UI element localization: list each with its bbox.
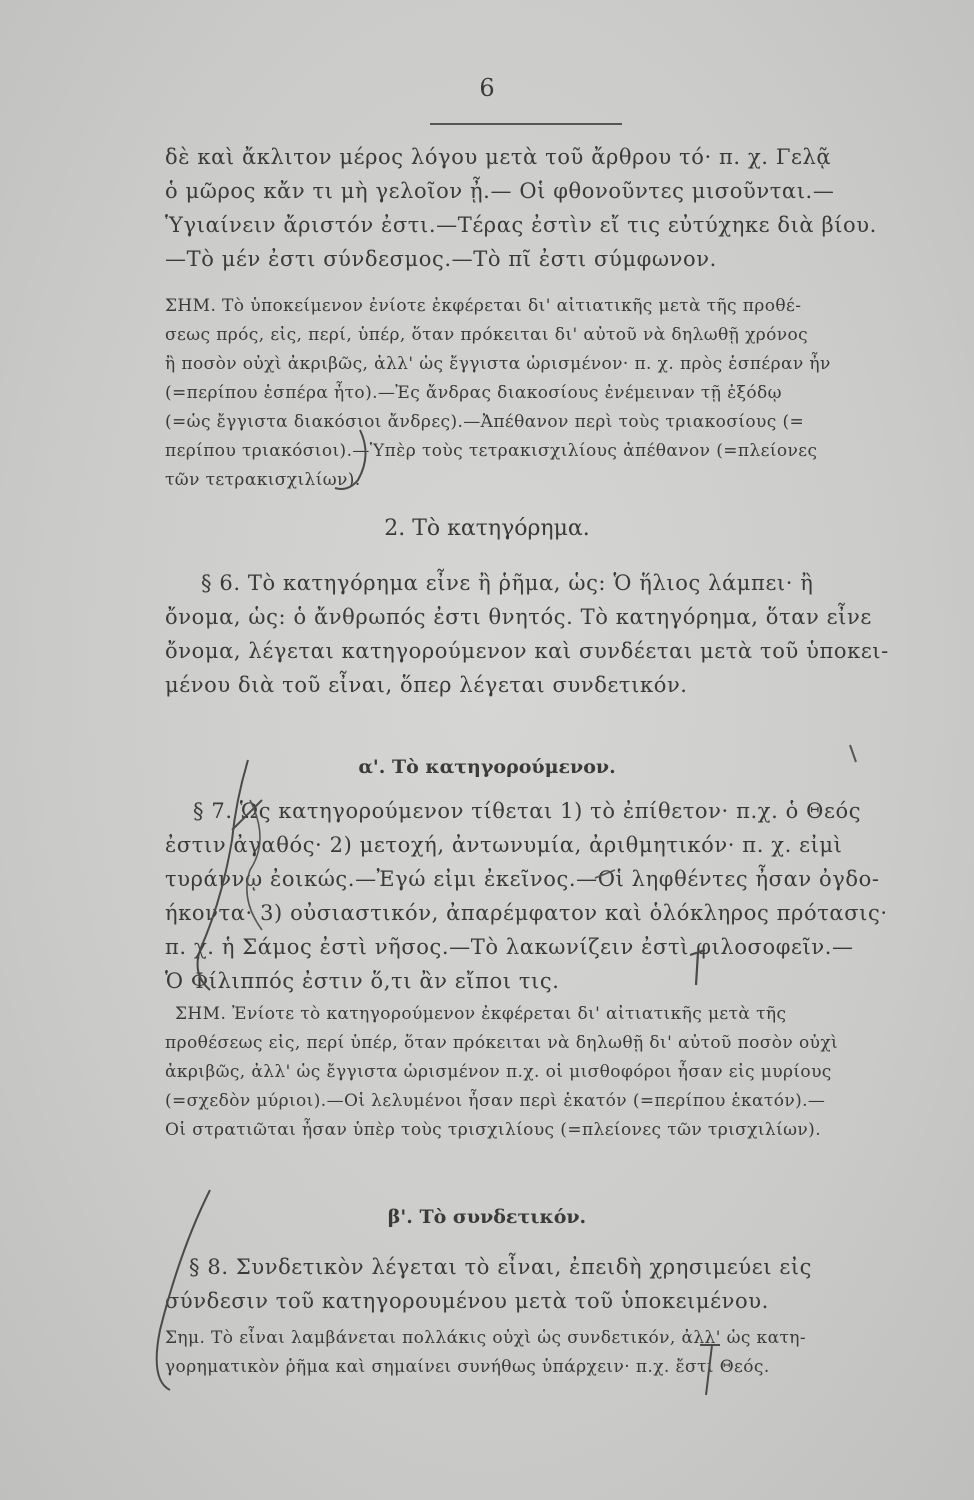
text-line: Ὑγιαίνειν ἄριστόν ἐστι.—Τέρας ἐστὶν εἴ τις εὐτύχηκε διὰ βίου. [165,213,877,237]
subheading-copula: β'. Τὸ συνδετικόν. [387,1206,587,1228]
note-line: (=σχεδὸν μύριοι).—Οἱ λελυμένοι ἦσαν περὶ ἑκατόν (=περίπου ἑκατόν).— [165,1091,826,1111]
subheading-predicate-noun: α'. Τὸ κατηγορούμενον. [358,756,616,778]
page-number: 6 [479,74,495,102]
pencil-t-mark [690,950,705,985]
pencil-flick-mark [850,745,856,762]
section-heading-predicate: 2. Τὸ κατηγόρημα. [384,516,590,541]
text-line: μένου διὰ τοῦ εἶναι, ὅπερ λέγεται συνδετικόν. [165,673,688,697]
note-line: ΣΗΜ. Ἐνίοτε τὸ κατηγορούμενον ἐκφέρεται δι' αἰτιατικῆς μετὰ τῆς [175,1004,787,1024]
text-line: ἐστιν ἀγαθός· 2) μετοχή, ἀντωνυμία, ἀριθμητικόν· π. χ. εἰμὶ [165,833,843,857]
note-line: ἀκριβῶς, ἀλλ' ὡς ἔγγιστα ὡρισμένον π.χ. οἱ μισθοφόροι ἦσαν εἰς μυρίους [165,1062,832,1082]
text-line: ὁ μῶρος κἄν τι μὴ γελοῖον ᾖ.— Οἱ φθονοῦντες μισοῦνται.— [165,179,835,203]
text-line: § 7. Ὡς κατηγορούμενον τίθεται 1) τὸ ἐπίθετον· π.χ. ὁ Θεός [193,799,862,823]
note-line: Σημ. Τὸ εἶναι λαμβάνεται πολλάκις οὐχὶ ὡς συνδετικόν, ἀλλ' ὡς κατη- [165,1328,806,1348]
note-line: Οἱ στρατιῶται ἦσαν ὑπὲρ τοὺς τρισχιλίους (=πλείονες τῶν τρισχιλίων). [165,1120,821,1140]
note-line: περίπου τριακόσιοι).—Ὑπὲρ τοὺς τετρακισχιλίους ἀπέθανον (=πλείονες [165,441,818,461]
text-line: ὄνομα, λέγεται κατηγορούμενον καὶ συνδέεται μετὰ τοῦ ὑποκει- [165,639,889,663]
note-line: προθέσεως εἰς, περί ὑπέρ, ὅταν πρόκειται νὰ δηλωθῇ δι' αὐτοῦ ποσὸν οὐχὶ [165,1033,839,1053]
note-line: ΣΗΜ. Τὸ ὑποκείμενον ἐνίοτε ἐκφέρεται δι' αἰτιατικῆς μετὰ τῆς προθέ- [165,296,802,316]
pencil-bracket-mark [335,430,366,489]
text-line: π. χ. ἡ Σάμος ἐστὶ νῆσος.—Τὸ λακωνίζειν ἐστὶ φιλοσοφεῖν.— [165,935,854,959]
pencil-margin-line [198,760,248,990]
note-line: (=περίπου ἑσπέρα ἦτο).—Ἐς ἄνδρας διακοσίους ἐνέμειναν τῇ ἐξόδῳ [165,383,782,403]
pencil-signature-mark [700,1345,720,1395]
note-line: τῶν τετρακισχιλίων). [165,470,361,490]
text-line: δὲ καὶ ἄκλιτον μέρος λόγου μετὰ τοῦ ἄρθρου τό· π. χ. Γελᾷ [165,145,832,169]
text-line: § 6. Τὸ κατηγόρημα εἶνε ἢ ῥῆμα, ὡς: Ὁ ἥλιος λάμπει· ἢ [201,571,814,595]
text-line: —Τὸ μέν ἐστι σύνδεσμος.—Τὸ πῖ ἐστι σύμφωνον. [165,247,717,271]
pencil-dash-mark [595,870,615,878]
text-line: ήκοντα· 3) οὐσιαστικόν, ἀπαρέμφατον καὶ ὁλόκληρος πρότασις· [165,901,888,925]
note-line: ἢ ποσὸν οὐχὶ ἀκριβῶς, ἀλλ' ὡς ἔγγιστα ὡρισμένον· π. χ. πρὸς ἑσπέραν ἦν [165,354,831,374]
text-line: § 8. Συνδετικὸν λέγεται τὸ εἶναι, ἐπειδὴ χρησιμεύει εἰς [189,1255,813,1279]
pencil-curve-mark [247,800,262,930]
pencil-margin-curve [157,1190,210,1390]
note-line: σεως πρός, εἰς, περί, ὑπέρ, ὅταν πρόκειται δι' αὐτοῦ νὰ δηλωθῇ χρόνος [165,325,809,345]
text-line: σύνδεσιν τοῦ κατηγορουμένου μετὰ τοῦ ὑποκειμένου. [165,1289,769,1313]
note-line: γορηματικὸν ῥῆμα καὶ σημαίνει συνήθως ὑπάρχειν· π.χ. ἔστι Θεός. [165,1357,770,1377]
text-line: ὄνομα, ὡς: ὁ ἄνθρωπός ἐστι θνητός. Τὸ κατηγόρημα, ὅταν εἶνε [165,605,872,629]
text-line: τυράννῳ ἐοικώς.—Ἐγώ εἰμι ἐκεῖνος.—Οἱ ληφθέντες ἦσαν ὀγδο- [165,867,880,891]
text-line: Ὁ Φίλιππός ἐστιν ὅ,τι ἂν εἴποι τις. [165,969,560,993]
note-line: (=ὡς ἔγγιστα διακόσιοι ἄνδρες).—Ἀπέθανον περὶ τοὺς τριακοσίους (= [165,412,805,432]
